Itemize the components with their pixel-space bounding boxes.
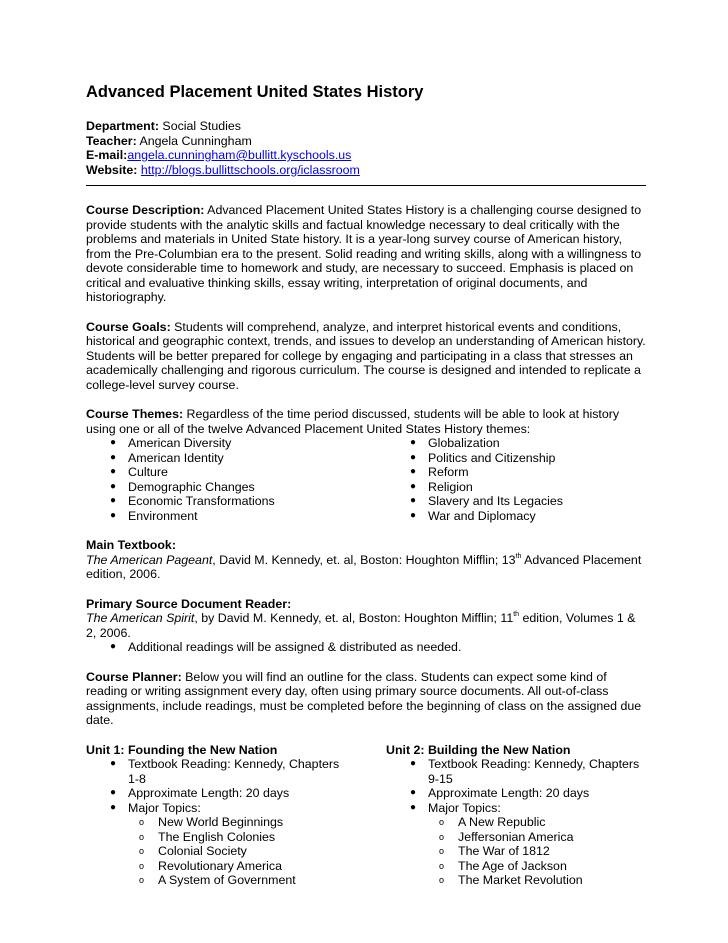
email-link[interactable]: angela.cunningham@bullitt.kyschools.us <box>127 148 352 162</box>
topic-item: o Revolutionary America <box>138 858 282 873</box>
divider <box>86 185 646 186</box>
topic-item: o A New Republic <box>438 815 546 829</box>
website-link[interactable]: http://blogs.bullittschools.org/iclassroom <box>140 162 360 177</box>
topic-item: o Colonial Society <box>138 844 247 858</box>
list-item: ● Religion <box>409 479 473 494</box>
list-item: ● Culture <box>109 465 168 479</box>
unit-heading: Unit 2: Building the New Nation <box>386 742 571 757</box>
list-item: 9-15 <box>428 771 453 786</box>
list-item: ● Approximate Length: 20 days <box>409 786 590 800</box>
topic-item: o Jeffersonian America <box>438 829 574 844</box>
list-item: ● Politics and Citizenship <box>409 450 556 465</box>
list-item: ● American Diversity <box>109 436 232 450</box>
themes-right <box>386 436 646 523</box>
list-item: ● War and Diplomacy <box>409 508 536 523</box>
department-line: Department: Social Studies <box>86 119 241 133</box>
reader-citation: The American Spirit, by David M. Kennedy, et. al, Boston: Houghton Mifflin; 11th edition, Volumes 1 & 2, 2006. <box>86 611 636 640</box>
website-line: Website: http://blogs.bullittschools.org/iclassroom <box>86 162 360 177</box>
list-item: ● Approximate Length: 20 days <box>109 786 290 800</box>
list-item: ● Additional readings will be assigned & distributed as needed. <box>109 640 462 654</box>
list-item: ● American Identity <box>109 450 224 465</box>
list-item: ● Globalization <box>409 436 500 450</box>
list-item: ● Demographic Changes <box>109 479 255 494</box>
course-planner: Course Planner: Below you will find an outline for the class. Students can expect some kind of reading or writing assignment every day, often using primary source documents. All out-of-class assignments, include readings, must be completed before the beginning of class on the assigned due date. <box>86 669 642 727</box>
list-item: ● Textbook Reading: Kennedy, Chapters <box>109 757 340 771</box>
topic-item: o The War of 1812 <box>438 844 550 858</box>
unit-heading: Unit 1: Founding the New Nation <box>86 742 278 757</box>
list-item: ● Slavery and Its Legacies <box>409 494 563 508</box>
themes-left <box>86 436 386 523</box>
unit-2 <box>386 743 646 888</box>
topic-item: o A System of Government <box>138 873 296 887</box>
list-item: ● Reform <box>409 465 469 479</box>
document-content <box>86 82 646 888</box>
list-item: ● Economic Transformations <box>109 494 275 508</box>
list-item: ● Major Topics: <box>109 800 201 815</box>
teacher-line: Teacher: Angela Cunningham <box>86 133 252 148</box>
units <box>86 743 646 888</box>
list-item: ● Major Topics: <box>409 800 501 815</box>
textbook-citation: The American Pageant, David M. Kennedy, et. al, Boston: Houghton Mifflin; 13th Advanced Placement edition, 2006. <box>86 552 642 581</box>
themes-list <box>86 436 646 523</box>
list-item: ● Textbook Reading: Kennedy, Chapters <box>409 757 640 771</box>
course-themes: Course Themes: Regardless of the time period discussed, students will be able to look at history using one or all of the twelve Advanced Placement United States History themes: <box>86 407 620 436</box>
topic-item: o The Market Revolution <box>438 873 583 887</box>
textbook-heading: Main Textbook: <box>86 538 176 552</box>
topic-item: o The English Colonies <box>138 829 276 844</box>
page-title: Advanced Placement United States History <box>86 83 424 101</box>
topic-item: o The Age of Jackson <box>438 858 567 873</box>
topic-item: o New World Beginnings <box>138 815 284 829</box>
email-line: E-mail:angela.cunningham@bullitt.kyschools.us <box>86 148 352 162</box>
list-item: 1-8 <box>128 771 146 786</box>
course-description: Course Description: Advanced Placement United States History is a challenging course designed to provide students with the analytic skills and factual knowledge necessary to deal critically with the problems and materials in United State history. It is a year-long survey course of American history, from the Pre-Columbian era to the present. Solid reading and writing skills, along with a willingness to devote considerable time to homework and study, are necessary to succeed. Emphasis is placed on critical and evaluative thinking skills, essay writing, interpretation of original documents, and historiography. <box>86 203 642 304</box>
list-item: ● Environment <box>109 508 198 523</box>
course-goals: Course Goals: Students will comprehend, analyze, and interpret historical events and conditions, historical and geographic context, trends, and issues to develop an understanding of American history. Students will be better prepared for college by engaging and participating in a class that stresses an academically challenging and rigorous curriculum. The course is designed and intended to replicate a college-level survey course. <box>86 319 646 392</box>
reader-heading: Primary Source Document Reader: <box>86 596 292 611</box>
unit-1 <box>86 743 386 888</box>
